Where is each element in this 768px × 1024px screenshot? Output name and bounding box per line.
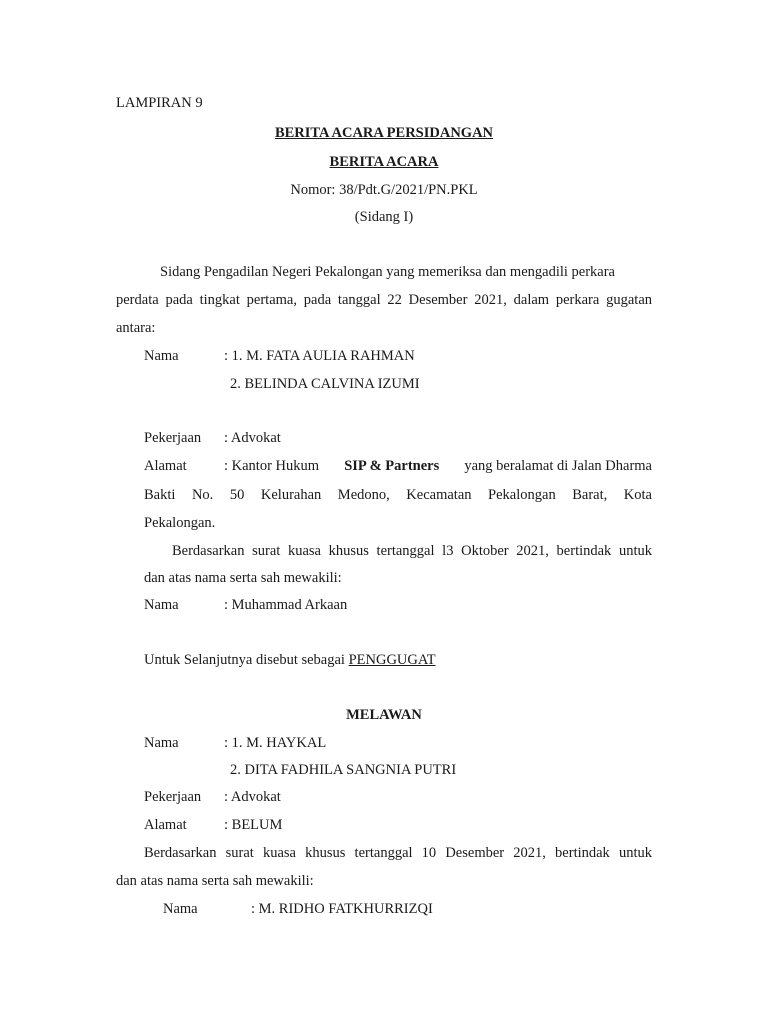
penggugat-pekerjaan-value: : Advokat: [224, 430, 281, 446]
penggugat-alamat-line-2: Bakti No. 50 Kelurahan Medono, Kecamatan Pekalongan Barat, Kota: [144, 487, 652, 503]
lampiran-label: LAMPIRAN 9: [116, 95, 203, 111]
tergugat-wakil-label: Nama: [163, 901, 198, 917]
penggugat-sebutan-pre: Untuk Selanjutnya disebut sebagai: [144, 652, 345, 668]
penggugat-wakil-label: Nama: [144, 597, 179, 613]
tergugat-pekerjaan-value: : Advokat: [224, 789, 281, 805]
tergugat-nama-2: 2. DITA FADHILA SANGNIA PUTRI: [230, 762, 457, 778]
penggugat-alamat-post: yang beralamat di Jalan Dharma: [464, 458, 652, 474]
penggugat-nama-1: : 1. M. FATA AULIA RAHMAN: [224, 348, 415, 364]
penggugat-alamat-label: Alamat: [144, 458, 187, 474]
penggugat-alamat-pre: : Kantor Hukum: [224, 458, 320, 474]
tergugat-nama-label: Nama: [144, 735, 179, 751]
tergugat-alamat-value: : BELUM: [224, 817, 283, 833]
document-title: BERITA ACARA PERSIDANGAN: [274, 125, 494, 141]
penggugat-wakil-value: : Muhammad Arkaan: [224, 597, 348, 613]
penggugat-kuasa-line-2: dan atas nama serta sah mewakili:: [144, 570, 342, 586]
tergugat-wakil-value: : M. RIDHO FATKHURRIZQI: [251, 901, 433, 917]
melawan-heading: MELAWAN: [346, 707, 422, 723]
intro-line-2: perdata pada tingkat pertama, pada tanggal 22 Desember 2021, dalam perkara gugatan: [116, 292, 652, 308]
penggugat-alamat-line-1: [224, 457, 652, 475]
penggugat-pekerjaan-label: Pekerjaan: [144, 430, 202, 446]
tergugat-kuasa-line-2: dan atas nama serta sah mewakili:: [116, 873, 314, 889]
penggugat-alamat-line-3: Pekalongan.: [144, 515, 216, 531]
penggugat-sebutan-line: [144, 651, 436, 669]
document-subtitle: BERITA ACARA: [329, 154, 439, 170]
penggugat-sebutan-label: PENGGUGAT: [348, 652, 436, 668]
intro-line-3: antara:: [116, 320, 156, 336]
tergugat-pekerjaan-label: Pekerjaan: [144, 789, 202, 805]
penggugat-kuasa-line-1: Berdasarkan surat kuasa khusus tertanggal l3 Oktober 2021, bertindak untuk: [172, 543, 652, 559]
tergugat-nama-1: : 1. M. HAYKAL: [224, 735, 327, 751]
session-label: (Sidang I): [354, 209, 414, 225]
intro-line-1: Sidang Pengadilan Negeri Pekalongan yang memeriksa dan mengadili perkara: [160, 264, 615, 280]
case-number: Nomor: 38/Pdt.G/2021/PN.PKL: [290, 182, 478, 198]
penggugat-nama-label: Nama: [144, 348, 179, 364]
penggugat-nama-2: 2. BELINDA CALVINA IZUMI: [230, 376, 420, 392]
tergugat-kuasa-line-1: Berdasarkan surat kuasa khusus tertanggal 10 Desember 2021, bertindak untuk: [144, 845, 652, 861]
penggugat-firm-name: SIP & Partners: [344, 458, 440, 474]
tergugat-alamat-label: Alamat: [144, 817, 187, 833]
